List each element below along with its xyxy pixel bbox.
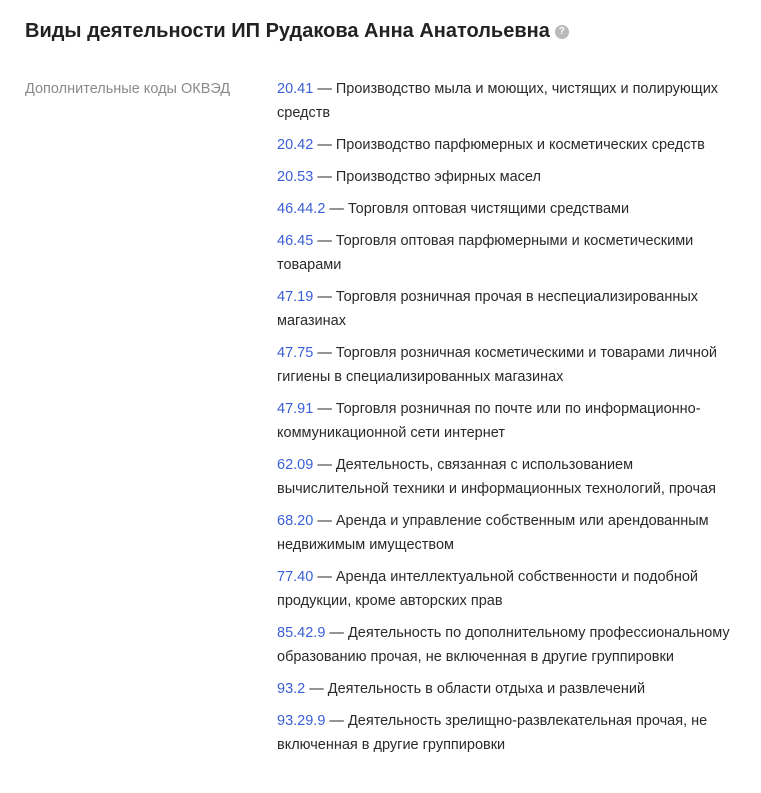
okved-description: Производство мыла и моющих, чистящих и полирующих средств xyxy=(277,81,719,121)
code-separator: — xyxy=(325,625,348,641)
okved-description: Торговля оптовая парфюмерными и косметическими товарами xyxy=(277,233,694,273)
okved-code-link[interactable]: 20.41 xyxy=(277,81,314,97)
okved-description: Деятельность, связанная с использованием вычислительной техники и информационных технологий, прочая xyxy=(277,457,717,497)
okved-description: Производство эфирных масел xyxy=(335,169,541,185)
code-separator: — xyxy=(305,681,328,697)
okved-code-link[interactable]: 77.40 xyxy=(277,569,314,585)
list-item xyxy=(277,565,747,613)
code-separator: — xyxy=(313,569,336,585)
list-item xyxy=(277,285,747,333)
okved-description: Аренда и управление собственным или арендованным недвижимым имуществом xyxy=(277,513,709,553)
code-separator: — xyxy=(325,713,348,729)
help-icon[interactable]: ? xyxy=(555,25,569,39)
okved-code-link[interactable]: 85.42.9 xyxy=(277,625,326,641)
code-separator: — xyxy=(313,81,336,97)
okved-description: Производство парфюмерных и косметических средств xyxy=(335,137,705,153)
okved-description: Деятельность в области отдыха и развлечений xyxy=(327,681,646,697)
okved-code-link[interactable]: 68.20 xyxy=(277,513,314,529)
code-separator: — xyxy=(313,169,336,185)
list-item xyxy=(277,709,747,757)
codes-list xyxy=(277,77,747,765)
okved-description: Торговля оптовая чистящими средствами xyxy=(347,201,630,217)
okved-code-link[interactable]: 20.42 xyxy=(277,137,314,153)
okved-code-link[interactable]: 93.29.9 xyxy=(277,713,326,729)
okved-description: Деятельность по дополнительному профессиональному образованию прочая, не включенная в другие группировки xyxy=(277,625,730,665)
code-separator: — xyxy=(325,201,348,217)
code-separator: — xyxy=(313,289,336,305)
okved-code-link[interactable]: 20.53 xyxy=(277,169,314,185)
code-separator: — xyxy=(313,137,336,153)
code-separator: — xyxy=(313,513,336,529)
code-separator: — xyxy=(313,401,336,417)
code-separator: — xyxy=(313,345,336,361)
list-item xyxy=(277,677,747,701)
list-item xyxy=(277,397,747,445)
okved-code-link[interactable]: 47.19 xyxy=(277,289,314,305)
okved-description: Аренда интеллектуальной собственности и подобной продукции, кроме авторских прав xyxy=(277,569,698,609)
list-item xyxy=(277,197,747,221)
list-item xyxy=(277,77,747,125)
page-title: Виды деятельности ИП Рудакова Анна Анатольевна xyxy=(25,19,550,42)
list-item xyxy=(277,165,747,189)
list-item xyxy=(277,341,747,389)
okved-description: Торговля розничная по почте или по информационно-коммуникационной сети интернет xyxy=(277,401,701,441)
list-item xyxy=(277,229,747,277)
code-separator: — xyxy=(313,233,336,249)
list-item xyxy=(277,453,747,501)
okved-code-link[interactable]: 46.44.2 xyxy=(277,201,326,217)
okved-code-link[interactable]: 62.09 xyxy=(277,457,314,473)
okved-code-link[interactable]: 47.91 xyxy=(277,401,314,417)
title-row xyxy=(25,16,761,46)
list-item xyxy=(277,133,747,157)
okved-description: Деятельность зрелищно-развлекательная прочая, не включенная в другие группировки xyxy=(277,713,708,753)
okved-code-link[interactable]: 93.2 xyxy=(277,681,306,697)
okved-description: Торговля розничная прочая в неспециализированных магазинах xyxy=(277,289,699,329)
list-item xyxy=(277,509,747,557)
section-label: Дополнительные коды ОКВЭД xyxy=(25,81,231,97)
code-separator: — xyxy=(313,457,336,473)
okved-code-link[interactable]: 46.45 xyxy=(277,233,314,249)
okved-code-link[interactable]: 47.75 xyxy=(277,345,314,361)
list-item xyxy=(277,621,747,669)
okved-description: Торговля розничная косметическими и товарами личной гигиены в специализированных магазинах xyxy=(277,345,717,385)
okved-section xyxy=(25,77,761,765)
